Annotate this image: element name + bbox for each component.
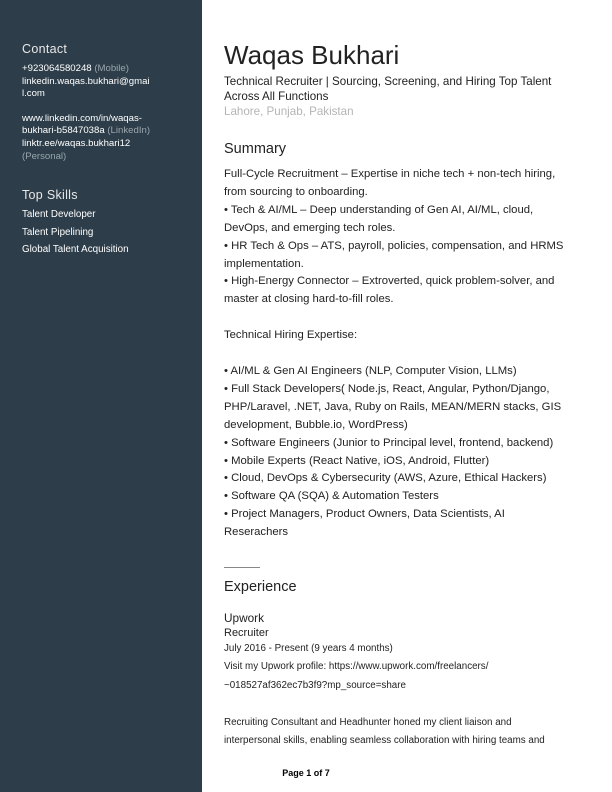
email-link[interactable] xyxy=(22,76,194,101)
text-line xyxy=(224,695,545,714)
email-line: l.com xyxy=(22,88,45,100)
linkedin-line: bukhari-b5847038a xyxy=(22,125,105,137)
email-line: linkedin.waqas.bukhari@gmai xyxy=(22,75,150,87)
summary-heading: Summary xyxy=(224,141,287,157)
skill-item: Talent Pipelining xyxy=(22,227,94,238)
text-line: • Project Managers, Product Owners, Data Scientists, AI xyxy=(224,508,505,521)
experience-entry xyxy=(224,611,545,751)
company-name: Upwork xyxy=(224,611,264,625)
text-line: from sourcing to onboarding. xyxy=(224,185,368,198)
text-line: • AI/ML & Gen AI Engineers (NLP, Computer Vision, LLMs) xyxy=(224,364,517,377)
personal-url: linktr.ee/waqas.bukhari12 xyxy=(22,137,131,149)
job-dates: July 2016 - Present (9 years 4 months) xyxy=(224,643,393,654)
text-line: PHP/Laravel, .NET, Java, Ruby on Rails, MEAN/MERN stacks, GIS xyxy=(224,400,562,413)
skill-item: Global Talent Acquisition xyxy=(22,244,129,255)
sidebar xyxy=(0,0,202,792)
phone-label: (Mobile) xyxy=(94,63,129,74)
contact-info xyxy=(22,63,194,163)
text-line: • High-Energy Connector – Extroverted, quick problem-solver, and xyxy=(224,275,555,288)
headline-line: Across All Functions xyxy=(224,90,329,103)
skill-item: Talent Developer xyxy=(22,209,96,220)
skills-heading: Top Skills xyxy=(22,188,78,202)
text-line xyxy=(224,309,563,327)
text-line: master at closing hard-to-fill roles. xyxy=(224,293,394,306)
linkedin-label: (LinkedIn) xyxy=(107,125,151,137)
text-line: • Mobile Experts (React Native, iOS, Android, Flutter) xyxy=(224,454,490,467)
personal-label: (Personal) xyxy=(22,150,67,162)
job-description xyxy=(224,658,545,751)
text-line: Reserachers xyxy=(224,526,289,539)
text-line: interpersonal skills, enabling seamless collaboration with hiring teams and xyxy=(224,735,545,746)
text-line: implementation. xyxy=(224,257,304,270)
summary-text xyxy=(224,166,563,542)
text-line: • Software Engineers (Junior to Principal level, frontend, backend) xyxy=(224,436,554,449)
text-line xyxy=(224,345,563,363)
text-line: • HR Tech & Ops – ATS, payroll, policies, compensation, and HRMS xyxy=(224,239,564,252)
text-line: ~018527af362ec7b3f9?mp_source=share xyxy=(224,679,406,691)
linkedin-line: www.linkedin.com/in/waqas- xyxy=(22,112,142,124)
linkedin-link[interactable] xyxy=(22,113,194,138)
experience-heading: Experience xyxy=(224,579,297,595)
text-line: • Software QA (SQA) & Automation Testers xyxy=(224,490,439,503)
job-title: Recruiter xyxy=(224,627,269,639)
contact-heading: Contact xyxy=(22,42,68,56)
phone-number: +923064580248 xyxy=(22,63,92,74)
headline xyxy=(224,74,584,104)
page-number: Page 1 of 7 xyxy=(282,768,330,778)
text-line: Recruiting Consultant and Headhunter honed my client liaison and xyxy=(224,716,512,728)
section-divider xyxy=(224,567,260,568)
text-line: • Full Stack Developers( Node.js, React, Angular, Python/Django, xyxy=(224,382,550,395)
location: Lahore, Punjab, Pakistan xyxy=(224,105,354,118)
text-line: • Tech & AI/ML – Deep understanding of Gen AI, AI/ML, cloud, xyxy=(224,203,534,216)
text-line: • Cloud, DevOps & Cybersecurity (AWS, Azure, Ethical Hackers) xyxy=(224,472,547,485)
text-line: Full-Cycle Recruitment – Expertise in niche tech + non-tech hiring, xyxy=(224,168,556,180)
profile-name: Waqas Bukhari xyxy=(224,40,400,70)
headline-line: Technical Recruiter | Sourcing, Screening, and Hiring Top Talent xyxy=(224,75,552,88)
text-line: Technical Hiring Expertise: xyxy=(224,329,358,342)
personal-link[interactable] xyxy=(22,138,194,163)
text-line: DevOps, and emerging tech roles. xyxy=(224,221,396,234)
text-line: development, Bubble.io, WordPress) xyxy=(224,418,408,431)
text-line: Visit my Upwork profile: https://www.upwork.com/freelancers/ xyxy=(224,661,489,672)
phone[interactable] xyxy=(22,63,194,76)
